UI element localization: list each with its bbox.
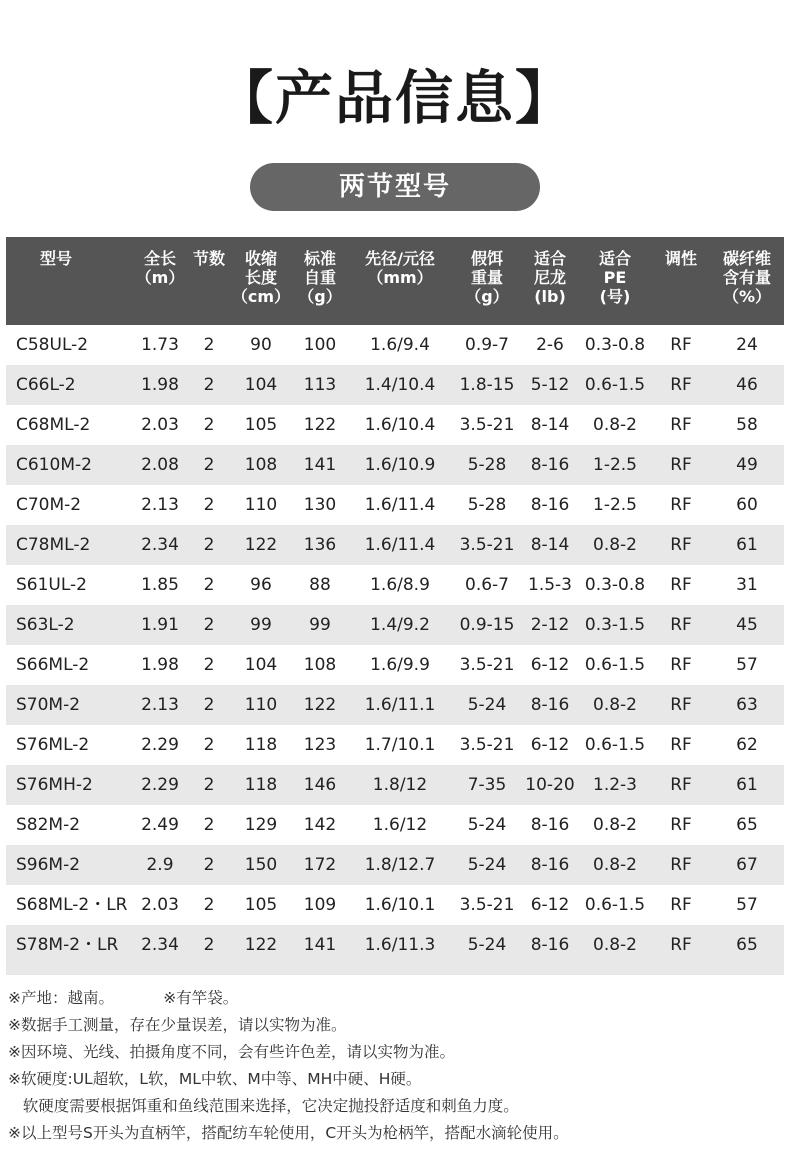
table-row [6, 525, 784, 565]
note-line: ※数据手工测量，存在少量误差，请以实物为准。 [8, 1016, 347, 1034]
table-cell: 8-14 [530, 415, 570, 435]
table-cell: 57 [736, 655, 758, 675]
table-cell: 105 [244, 895, 278, 915]
table-cell: 0.8-2 [593, 695, 637, 715]
table-cell: 2 [203, 335, 215, 355]
table-cell: 2.03 [141, 895, 179, 915]
model-cell: C610M-2 [16, 455, 92, 475]
table-cell: 142 [303, 815, 337, 835]
table-cell: 1.98 [141, 375, 179, 395]
table-cell: 45 [736, 615, 758, 635]
table-cell: 6-12 [530, 895, 570, 915]
table-cell: 1.6/10.1 [364, 895, 436, 915]
table-cell: RF [670, 495, 692, 515]
table-cell: 1.4/9.2 [370, 615, 430, 635]
table-cell: 105 [244, 415, 278, 435]
table-cell: 2-6 [536, 335, 564, 355]
column-header: 标准 自重 （g） [298, 249, 342, 306]
table-cell: 90 [250, 335, 272, 355]
model-cell: S66ML-2 [16, 655, 90, 675]
model-cell: C66L-2 [16, 375, 76, 395]
model-cell: S82M-2 [16, 815, 81, 835]
table-cell: 1.6/11.1 [364, 695, 436, 715]
table-cell: 122 [303, 415, 337, 435]
table-cell: 1-2.5 [593, 455, 637, 475]
table-cell: 1.8-15 [459, 375, 515, 395]
model-cell: S78M-2・LR [16, 935, 119, 955]
table-cell: 6-12 [530, 655, 570, 675]
table-cell: 1.2-3 [593, 775, 637, 795]
table-cell: 65 [736, 935, 758, 955]
table-cell: 3.5-21 [459, 895, 515, 915]
column-header: 节数 [192, 249, 225, 268]
table-cell: 141 [303, 935, 337, 955]
table-cell: RF [670, 735, 692, 755]
table-row [6, 325, 784, 365]
table-cell: 88 [309, 575, 331, 595]
table-row [6, 845, 784, 885]
table-cell: RF [670, 655, 692, 675]
table-cell: RF [670, 615, 692, 635]
table-cell: 3.5-21 [459, 415, 515, 435]
table-cell: 8-16 [530, 495, 570, 515]
table-cell: 61 [736, 535, 758, 555]
column-header: 调性 [664, 249, 697, 268]
table-cell: 2 [203, 495, 215, 515]
table-footer-bar [6, 965, 784, 975]
table-cell: 172 [303, 855, 337, 875]
table-cell: 108 [244, 455, 278, 475]
table-cell: 2.34 [141, 535, 179, 555]
table-cell: 0.9-15 [459, 615, 515, 635]
table-row [6, 485, 784, 525]
table-cell: RF [670, 775, 692, 795]
table-cell: 67 [736, 855, 758, 875]
column-header: 先径/元径 （mm） [365, 249, 435, 287]
table-cell: 1.98 [141, 655, 179, 675]
table-cell: 1.8/12.7 [364, 855, 436, 875]
table-cell: 7-35 [467, 775, 507, 795]
table-cell: 122 [244, 935, 278, 955]
table-row [6, 565, 784, 605]
table-row [6, 685, 784, 725]
table-cell: 1.91 [141, 615, 179, 635]
table-cell: 31 [736, 575, 758, 595]
table-cell: 129 [244, 815, 278, 835]
model-cell: S76MH-2 [16, 775, 93, 795]
note-line: ※产地：越南。 ※有竿袋。 [8, 989, 239, 1007]
table-cell: 2 [203, 815, 215, 835]
table-cell: 2.13 [141, 695, 179, 715]
table-cell: 1.6/8.9 [370, 575, 430, 595]
note-line: ※软硬度:UL超软，L软，ML中软、M中等、MH中硬、H硬。 [8, 1070, 422, 1088]
table-cell: 2.49 [141, 815, 179, 835]
table-cell: 1.4/10.4 [364, 375, 436, 395]
section-badge: 两节型号 [250, 163, 540, 211]
table-cell: 99 [250, 615, 272, 635]
table-cell: RF [670, 535, 692, 555]
table-cell: 1.8/12 [372, 775, 428, 795]
table-cell: 2 [203, 735, 215, 755]
table-row [6, 405, 784, 445]
table-cell: 2 [203, 375, 215, 395]
table-cell: RF [670, 695, 692, 715]
table-cell: 0.8-2 [593, 415, 637, 435]
table-cell: 136 [303, 535, 337, 555]
table-cell: 110 [244, 495, 278, 515]
column-header: 收缩 长度 （cm） [231, 249, 291, 306]
table-cell: RF [670, 415, 692, 435]
table-cell: RF [670, 815, 692, 835]
table-cell: RF [670, 455, 692, 475]
table-row [6, 925, 784, 965]
model-cell: C58UL-2 [16, 335, 89, 355]
table-cell: 2 [203, 575, 215, 595]
column-header: 全长 （m） [135, 249, 185, 287]
model-cell: S96M-2 [16, 855, 81, 875]
table-cell: 104 [244, 375, 278, 395]
table-cell: 61 [736, 775, 758, 795]
table-cell: 3.5-21 [459, 535, 515, 555]
table-row [6, 765, 784, 805]
table-cell: RF [670, 335, 692, 355]
table-cell: 8-16 [530, 855, 570, 875]
column-header: 适合 尼龙 (lb) [533, 249, 566, 306]
model-cell: S68ML-2・LR [16, 895, 128, 915]
table-cell: 49 [736, 455, 758, 475]
table-cell: 63 [736, 695, 758, 715]
table-cell: 108 [303, 655, 337, 675]
column-header: 碳纤维 含有量 （%） [722, 249, 772, 306]
table-row [6, 805, 784, 845]
table-cell: 10-20 [525, 775, 575, 795]
table-cell: 5-28 [467, 455, 507, 475]
table-cell: 2-12 [530, 615, 570, 635]
table-cell: 65 [736, 815, 758, 835]
table-cell: 0.8-2 [593, 815, 637, 835]
table-cell: 2.13 [141, 495, 179, 515]
table-cell: 1.6/10.9 [364, 455, 436, 475]
table-cell: 0.8-2 [593, 855, 637, 875]
table-cell: 3.5-21 [459, 655, 515, 675]
column-header: 适合 PE (号) [598, 249, 631, 306]
table-cell: 130 [303, 495, 337, 515]
note-line: ※因环境、光线、拍摄角度不同，会有些许色差，请以实物为准。 [8, 1043, 455, 1061]
model-cell: S61UL-2 [16, 575, 87, 595]
table-cell: 141 [303, 455, 337, 475]
table-cell: 5-24 [467, 695, 507, 715]
table-cell: 0.9-7 [465, 335, 509, 355]
table-row [6, 645, 784, 685]
table-cell: 0.6-1.5 [584, 375, 646, 395]
table-body [6, 325, 784, 965]
table-row [6, 725, 784, 765]
table-cell: 0.6-1.5 [584, 735, 646, 755]
table-cell: 1.6/12 [372, 815, 428, 835]
table-cell: 1.6/11.4 [364, 535, 436, 555]
table-cell: 0.3-1.5 [584, 615, 646, 635]
note-line: 软硬度需要根据饵重和鱼线范围来选择，它决定抛投舒适度和刺鱼力度。 [8, 1097, 519, 1115]
table-cell: RF [670, 895, 692, 915]
table-cell: 2 [203, 455, 215, 475]
table-cell: 2 [203, 655, 215, 675]
table-cell: 0.6-1.5 [584, 655, 646, 675]
table-cell: 5-24 [467, 935, 507, 955]
model-cell: S63L-2 [16, 615, 75, 635]
table-cell: 5-24 [467, 815, 507, 835]
table-cell: RF [670, 575, 692, 595]
table-cell: 62 [736, 735, 758, 755]
table-cell: 8-16 [530, 695, 570, 715]
table-cell: 109 [303, 895, 337, 915]
table-row [6, 885, 784, 925]
table-cell: 1.7/10.1 [364, 735, 436, 755]
table-cell: RF [670, 935, 692, 955]
table-cell: 146 [303, 775, 337, 795]
table-cell: 104 [244, 655, 278, 675]
table-cell: 24 [736, 335, 758, 355]
table-cell: 2 [203, 855, 215, 875]
table-cell: 1.73 [141, 335, 179, 355]
table-cell: 1.6/9.9 [370, 655, 430, 675]
table-cell: 8-16 [530, 455, 570, 475]
page-title: 【产品信息】 [214, 64, 575, 132]
table-cell: 0.6-1.5 [584, 895, 646, 915]
table-cell: 1.6/9.4 [370, 335, 430, 355]
table-cell: 0.8-2 [593, 935, 637, 955]
table-cell: 2.29 [141, 735, 179, 755]
table-cell: 113 [303, 375, 337, 395]
table-cell: 5-24 [467, 855, 507, 875]
table-cell: 8-14 [530, 535, 570, 555]
table-cell: 118 [244, 775, 278, 795]
table-cell: RF [670, 855, 692, 875]
table-cell: 60 [736, 495, 758, 515]
column-header: 型号 [39, 249, 72, 268]
table-cell: 8-16 [530, 815, 570, 835]
table-cell: 2.29 [141, 775, 179, 795]
model-cell: C78ML-2 [16, 535, 91, 555]
table-cell: 0.8-2 [593, 535, 637, 555]
table-cell: 6-12 [530, 735, 570, 755]
table-row [6, 605, 784, 645]
table-cell: 8-16 [530, 935, 570, 955]
table-cell: 0.6-7 [465, 575, 509, 595]
notes-list [8, 985, 788, 1147]
table-cell: 2 [203, 895, 215, 915]
table-cell: 2.34 [141, 935, 179, 955]
table-cell: 46 [736, 375, 758, 395]
table-cell: 5-28 [467, 495, 507, 515]
table-cell: 110 [244, 695, 278, 715]
table-cell: 122 [303, 695, 337, 715]
table-cell: 1-2.5 [593, 495, 637, 515]
table-cell: 1.85 [141, 575, 179, 595]
table-cell: 2 [203, 935, 215, 955]
table-cell: 123 [303, 735, 337, 755]
table-cell: 99 [309, 615, 331, 635]
table-cell: 0.3-0.8 [584, 335, 646, 355]
table-header [6, 237, 784, 325]
table-cell: 1.6/10.4 [364, 415, 436, 435]
model-cell: S70M-2 [16, 695, 81, 715]
table-cell: 0.3-0.8 [584, 575, 646, 595]
spec-table [6, 237, 784, 975]
table-cell: 2.03 [141, 415, 179, 435]
model-cell: C70M-2 [16, 495, 82, 515]
table-cell: 2.9 [146, 855, 174, 875]
column-header: 假饵 重量 （g） [465, 249, 509, 306]
table-cell: 2.08 [141, 455, 179, 475]
table-cell: 100 [303, 335, 337, 355]
table-cell: 57 [736, 895, 758, 915]
table-cell: 2 [203, 775, 215, 795]
table-cell: 58 [736, 415, 758, 435]
table-cell: 3.5-21 [459, 735, 515, 755]
table-cell: 2 [203, 535, 215, 555]
table-cell: 2 [203, 615, 215, 635]
model-cell: S76ML-2 [16, 735, 90, 755]
table-cell: 1.6/11.3 [364, 935, 436, 955]
table-cell: 1.5-3 [528, 575, 572, 595]
table-cell: 122 [244, 535, 278, 555]
table-cell: 1.6/11.4 [364, 495, 436, 515]
table-cell: 118 [244, 735, 278, 755]
table-cell: 150 [244, 855, 278, 875]
table-cell: 2 [203, 415, 215, 435]
table-row [6, 445, 784, 485]
table-cell: RF [670, 375, 692, 395]
table-cell: 5-12 [530, 375, 570, 395]
note-line: ※以上型号S开头为直柄竿，搭配纺车轮使用，C开头为枪柄竿，搭配水滴轮使用。 [8, 1124, 569, 1142]
table-row [6, 365, 784, 405]
table-cell: 96 [250, 575, 272, 595]
table-cell: 2 [203, 695, 215, 715]
model-cell: C68ML-2 [16, 415, 91, 435]
